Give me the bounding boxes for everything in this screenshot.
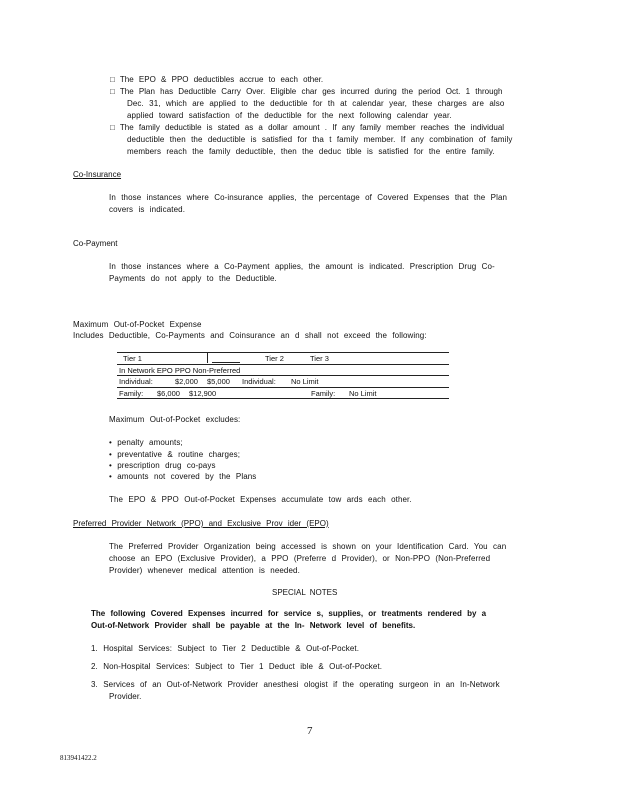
oop-line-2: Includes Deductible, Co-Payments and Coinsurance an d shall not exceed the following: <box>73 331 427 340</box>
table-cell: $5,000 <box>207 377 230 386</box>
bullet-1: □ The EPO & PPO deductibles accrue to each other. <box>110 75 324 84</box>
special-item-2: 2. Non-Hospital Services: Subject to Tier 1 Deduct ible & Out-of-Pocket. <box>91 662 383 671</box>
ppn-heading: Preferred Provider Network (PPO) and Exclusive Prov ider (EPO) <box>73 519 329 528</box>
table-cell: In Network EPO PPO Non-Preferred <box>119 365 241 375</box>
bullet-2: □ The Plan has Deductible Carry Over. Eligible char ges incurred during the period Oct. 1 through <box>110 87 503 96</box>
coinsurance-line-1: In those instances where Co-insurance applies, the percentage of Covered Expenses that the Plan <box>109 193 508 202</box>
table-cell: Family: <box>311 388 336 398</box>
table-cell: Family: <box>119 388 144 398</box>
copayment-line-1: In those instances where a Co-Payment applies, the amount is indicated. Prescription Drug Co- <box>109 262 495 271</box>
table-row <box>117 376 449 388</box>
bullet-dot-icon: • <box>109 438 112 447</box>
coinsurance-heading: Co-Insurance <box>73 170 122 179</box>
table-cell: Tier 3 <box>310 354 329 363</box>
table-cell: Individual: <box>119 377 153 386</box>
bullet-3-line-2: deductible then the deductible is satisfied for tha t family member. If any combination of family <box>127 135 513 144</box>
table-cell: No Limit <box>349 388 377 398</box>
column-underline <box>212 362 240 363</box>
bullet-dot-icon: • <box>109 472 112 481</box>
bullet-dot-icon: • <box>109 450 112 459</box>
bullet-2-line-3: applied toward satisfaction of the deductible for the next following calendar year. <box>127 111 452 120</box>
accumulate-line: The EPO & PPO Out-of-Pocket Expenses accumulate tow ards each other. <box>109 495 412 504</box>
table-cell: $2,000 <box>175 377 198 386</box>
table-cell: Individual: <box>242 377 276 386</box>
table-cell: $12,900 <box>189 388 217 398</box>
copayment-line-2: Payments do not apply to the Deductible. <box>109 274 277 283</box>
table-row <box>117 388 449 400</box>
table-cell: Tier 2 <box>265 354 284 363</box>
table-cell: No Limit <box>291 377 319 386</box>
bullet-box-icon: □ <box>110 123 115 132</box>
bullet-box-icon: □ <box>110 75 115 84</box>
special-item-1: 1. Hospital Services: Subject to Tier 2 Deductible & Out-of-Pocket. <box>91 644 360 653</box>
bullet-dot-icon: • <box>109 461 112 470</box>
table-cell: $6,000 <box>157 388 180 398</box>
page-number: 7 <box>307 725 313 737</box>
oop-table <box>117 352 449 399</box>
table-header-row <box>117 352 449 365</box>
bullet-3-line-3: members reach the family deductible, then the deduc tible is satisfied for the entire family. <box>127 147 495 156</box>
ppn-line-3: Provider) whenever medical attention is needed. <box>109 566 300 575</box>
excludes-heading: Maximum Out-of-Pocket excludes: <box>109 415 241 424</box>
special-item-3: 3. Services of an Out-of-Network Provider anesthesi ologist if the operating surgeon in an In-Network <box>91 680 500 689</box>
special-notes-title: SPECIAL NOTES <box>272 588 338 597</box>
copayment-heading: Co-Payment <box>73 239 118 248</box>
bullet-box-icon: □ <box>110 87 115 96</box>
oop-line-1: Maximum Out-of-Pocket Expense <box>73 320 202 329</box>
table-cell: Tier 1 <box>123 354 142 363</box>
exclude-item: • penalty amounts; <box>109 438 183 447</box>
exclude-item: • preventative & routine charges; <box>109 450 241 459</box>
document-id: 813941422.2 <box>60 754 97 762</box>
ppn-line-2: choose an EPO (Exclusive Provider), a PPO (Preferre d Provider), or Non-PPO (Non-Preferred <box>109 554 491 563</box>
bullet-2-line-2: Dec. 31, which are applied to the deductible for th at calendar year, these charges are also <box>127 99 505 108</box>
column-divider <box>207 353 208 363</box>
special-line-1: The following Covered Expenses incurred for service s, supplies, or treatments rendered by a <box>91 609 487 618</box>
table-row <box>117 365 449 377</box>
special-item-3-line-2: Provider. <box>109 692 142 701</box>
ppn-line-1: The Preferred Provider Organization being accessed is shown on your Identification Card. You can <box>109 542 507 551</box>
bullet-3: □ The family deductible is stated as a dollar amount . If any family member reaches the individual <box>110 123 505 132</box>
special-line-2: Out-of-Network Provider shall be payable at the In- Network level of benefits. <box>91 621 416 630</box>
exclude-item: • amounts not covered by the Plans <box>109 472 257 481</box>
coinsurance-line-2: covers is indicated. <box>109 205 186 214</box>
exclude-item: • prescription drug co-pays <box>109 461 216 470</box>
